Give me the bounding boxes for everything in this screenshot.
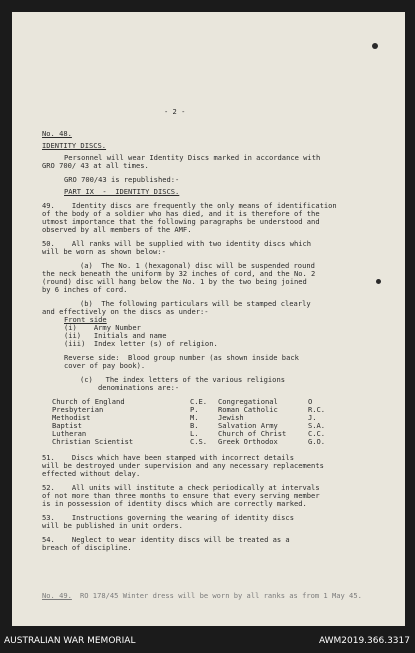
order-number-49: No. 49.: [42, 591, 72, 600]
body-line: (a) The No. 1 (hexagonal) disc will be suspended round: [80, 261, 315, 270]
page-number: - 2 -: [164, 107, 186, 116]
body-line: 53. Instructions governing the wearing of identity discs: [42, 513, 294, 522]
religion-name: Presbyterian: [52, 405, 104, 414]
religion-name: Salvation Army: [218, 421, 278, 430]
body-line: observed by all members of the AMF.: [42, 225, 192, 234]
body-line: (round) disc will hang below the No. 1 by the two being joined: [42, 277, 307, 286]
order-heading: IDENTITY DISCS.: [42, 141, 107, 150]
religion-name: Church of Christ: [218, 429, 287, 438]
body-line: will be published in unit orders.: [42, 521, 183, 530]
body-line: will be destroyed under supervision and any necessary replacements: [42, 461, 324, 470]
body-line: 49. Identity discs are frequently the only means of identification: [42, 201, 337, 210]
order-number: No. 48.: [42, 129, 72, 138]
body-line: the neck beneath the uniform by 32 inches of cord, and the No. 2: [42, 269, 316, 278]
body-line: effected without delay.: [42, 469, 141, 478]
footer-credit: AUSTRALIAN WAR MEMORIAL: [4, 636, 136, 646]
document-page: [12, 12, 405, 626]
body-line: will be worn as shown below:-: [42, 247, 166, 256]
religion-code: L.: [190, 429, 199, 438]
religion-code: P.: [190, 405, 199, 414]
religion-name: Methodist: [52, 413, 91, 422]
body-line: GRO 700/43 is republished:-: [64, 175, 180, 184]
religion-code: S.A.: [308, 421, 326, 430]
body-line: is in possession of identity discs which are correctly marked.: [42, 499, 307, 508]
religion-code: R.C.: [308, 405, 326, 414]
religion-code: C.C.: [308, 429, 326, 438]
religion-code: B.: [190, 421, 199, 430]
body-line: and effectively on the discs as under:-: [42, 307, 209, 316]
body-line: breach of discipline.: [42, 543, 132, 552]
religion-code: C.S.: [190, 437, 208, 446]
body-line: of the body of a soldier who has died, and it is therefore of the: [42, 209, 320, 218]
body-line: GRO 700/ 43 at all times.: [42, 161, 149, 170]
body-line: Reverse side: Blood group number (as shown inside back: [64, 353, 299, 362]
religion-name: Congregational: [218, 397, 278, 406]
religion-name: Roman Catholic: [218, 405, 278, 414]
body-line: (b) The following particulars will be stamped clearly: [80, 299, 311, 308]
body-line: 52. All units will institute a check periodically at intervals: [42, 483, 320, 492]
religion-name: Lutheran: [52, 429, 87, 438]
body-line: 50. All ranks will be supplied with two identity discs which: [42, 239, 312, 248]
footer-id: AWM2019.366.3317: [318, 636, 410, 646]
body-line: denominations are:-: [98, 383, 180, 392]
religion-name: Jewish: [218, 413, 244, 422]
religion-code: G.O.: [308, 437, 326, 446]
body-line: (c) The index letters of the various religions: [80, 375, 285, 384]
order-49-text: RO 178/45 Winter dress will be worn by all ranks as from 1 May 45.: [80, 591, 362, 600]
front-side-label: Front side: [64, 315, 107, 324]
front-item: (ii) Initials and name: [64, 331, 167, 340]
body-line: utmost importance that the following paragraphs be understood and: [42, 217, 320, 226]
religion-name: Greek Orthodox: [218, 437, 278, 446]
religion-code: M.: [190, 413, 199, 422]
footer-bar: [0, 630, 415, 653]
religion-name: Church of England: [52, 397, 125, 406]
religion-code: J.: [308, 413, 317, 422]
front-item: (i) Army Number: [64, 323, 141, 332]
body-line: by 6 inches of cord.: [42, 285, 128, 294]
religion-name: Christian Scientist: [52, 437, 134, 446]
punch-hole: [372, 43, 378, 49]
body-line: cover of pay book).: [64, 361, 146, 370]
body-line: 54. Neglect to wear identity discs will be treated as a: [42, 535, 290, 544]
part-heading: PART IX - IDENTITY DISCS.: [64, 187, 180, 196]
religion-code: C.E.: [190, 397, 208, 406]
front-item: (iii) Index letter (s) of religion.: [64, 339, 218, 348]
body-line: Personnel will wear Identity Discs marked in accordance with: [64, 153, 321, 162]
body-line: 51. Discs which have been stamped with incorrect details: [42, 453, 294, 462]
religion-name: Baptist: [52, 421, 82, 430]
body-line: of not more than three months to ensure that every serving member: [42, 491, 320, 500]
punch-hole: [376, 279, 381, 284]
religion-code: O: [308, 397, 313, 406]
